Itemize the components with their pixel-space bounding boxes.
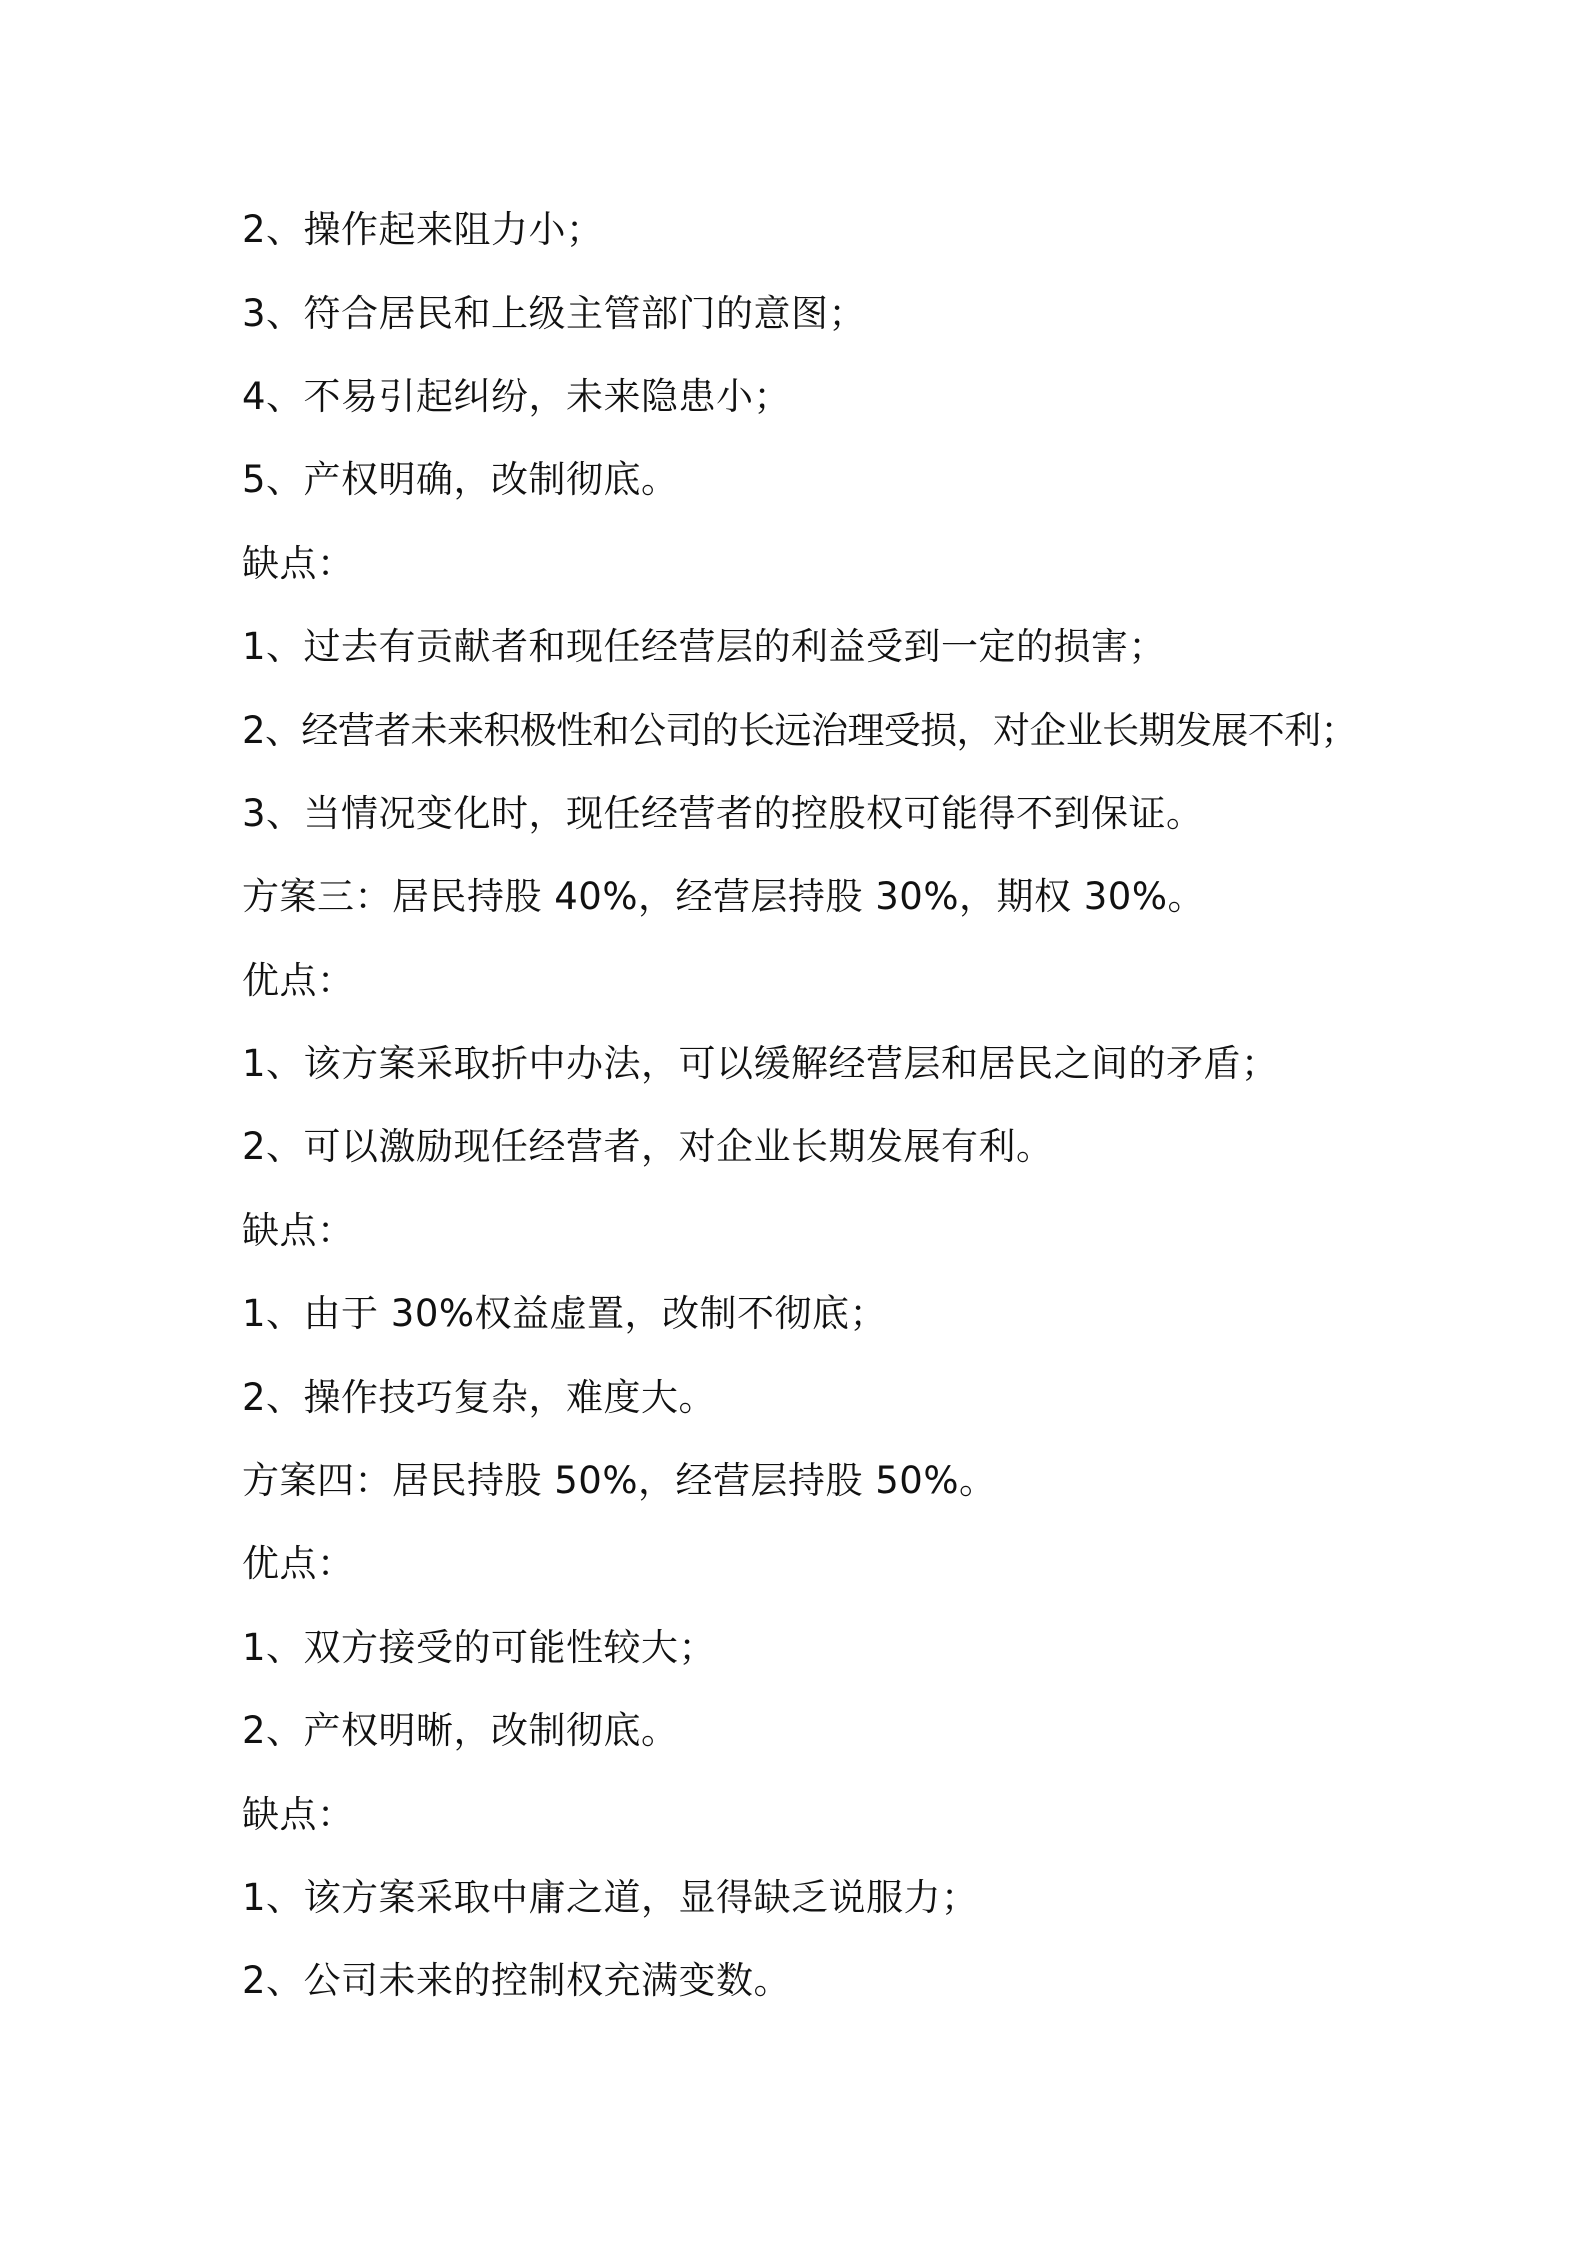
list-item: 1、过去有贡献者和现任经营层的利益受到一定的损害；: [242, 625, 1167, 668]
list-item: 2、公司未来的控制权充满变数。: [242, 1959, 792, 2002]
list-item: 2、可以激励现任经营者，对企业长期发展有利。: [242, 1125, 1054, 1168]
list-item: 1、该方案采取中庸之道，显得缺乏说服力；: [242, 1876, 979, 1919]
list-item: 3、当情况变化时，现任经营者的控股权可能得不到保证。: [242, 792, 1204, 835]
section-heading: 方案四：居民持股 50%，经营层持股 50%。: [242, 1459, 997, 1502]
list-item: 1、该方案采取折中办法，可以缓解经营层和居民之间的矛盾；: [242, 1042, 1279, 1085]
section-label: 优点：: [242, 959, 355, 1002]
list-item: 2、产权明晰，改制彻底。: [242, 1709, 679, 1752]
list-item: 2、经营者未来积极性和公司的长远治理受损，对企业长期发展不利；: [242, 709, 1357, 752]
list-item: 1、双方接受的可能性较大；: [242, 1626, 717, 1669]
list-item: 3、符合居民和上级主管部门的意图；: [242, 292, 867, 335]
list-item: 2、操作技巧复杂，难度大。: [242, 1376, 717, 1419]
section-label: 优点：: [242, 1542, 355, 1585]
list-item: 1、由于 30%权益虚置，改制不彻底；: [242, 1292, 888, 1335]
section-label: 缺点：: [242, 542, 355, 585]
list-item: 2、操作起来阻力小；: [242, 208, 604, 251]
list-item: 4、不易引起纠纷，未来隐患小；: [242, 375, 792, 418]
list-item: 5、产权明确，改制彻底。: [242, 458, 679, 501]
section-label: 缺点：: [242, 1793, 355, 1836]
section-label: 缺点：: [242, 1209, 355, 1252]
section-heading: 方案三：居民持股 40%，经营层持股 30%，期权 30%。: [242, 875, 1205, 918]
